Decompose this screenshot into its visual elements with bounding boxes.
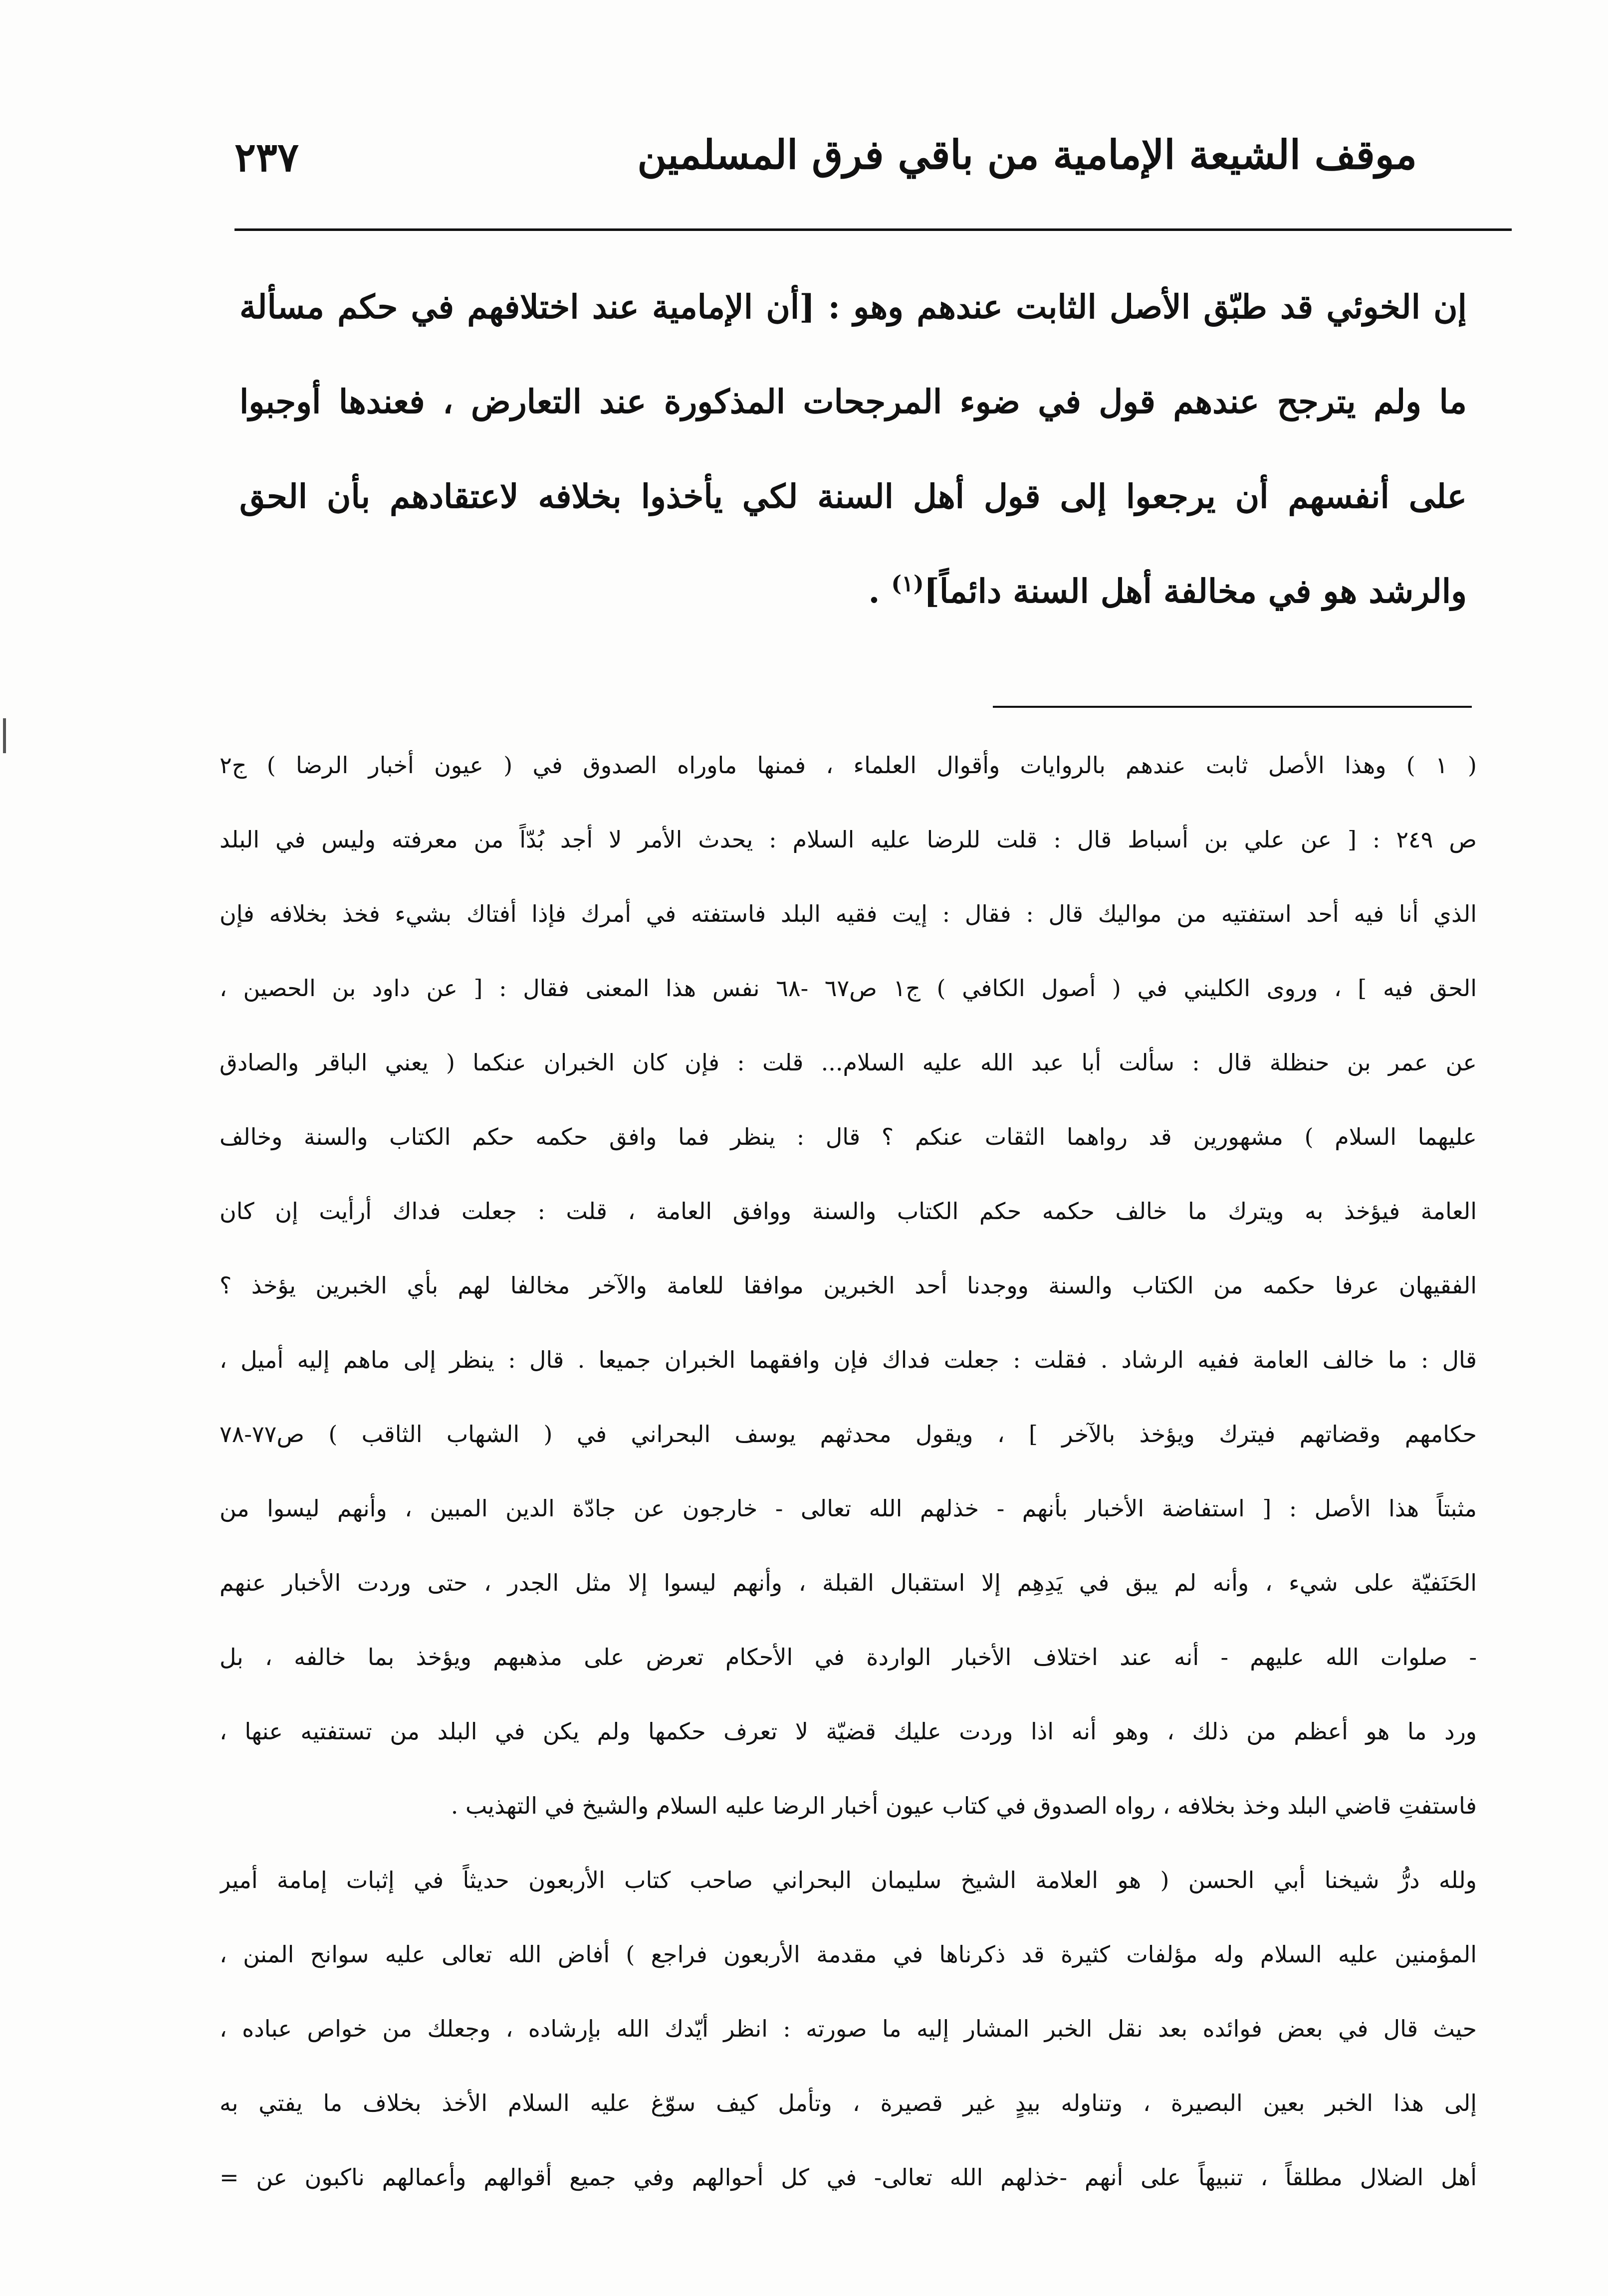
main-line-text: والرشد هو في مخالفة أهل السنة دائماً] <box>923 572 1467 611</box>
footnote-block <box>220 728 1477 2215</box>
footnote-reference: (١) <box>891 571 924 597</box>
footnote-line: عن عمر بن حنظلة قال : سألت أبا عبد الله عليه السلام... قلت : فإن كان الخبران عنكما ( يعني الباقر والصادق <box>220 1049 1477 1076</box>
running-title: موقف الشيعة الإمامية من باقي فرق المسلمين <box>637 131 1417 178</box>
footnote-line: حيث قال في بعض فوائده بعد نقل الخبر المشار إليه ما صورته : انظر أيّدك الله بإرشاده ، وجعلك من خواص عباده ، <box>220 2015 1477 2042</box>
main-line-last <box>239 544 1467 638</box>
end-punctuation: . <box>868 572 892 611</box>
footnote-line: حكامهم وقضاتهم فيترك ويؤخذ بالآخر ] ، ويقول محدثهم يوسف البحراني في ( الشهاب الثاقب ) ص٧٧-٧٨ <box>220 1421 1477 1448</box>
main-line: إن الخوئي قد طبّق الأصل الثابت عندهم وهو : [أن الإمامية عند اختلافهم في حكم مسألة <box>239 287 1467 326</box>
page-number: ٢٣٧ <box>234 134 299 181</box>
footnote-line: الحَنَفيّة على شيء ، وأنه لم يبق في يَدِهِم إلا استقبال القبلة ، وأنهم ليسوا إلا مثل الجدر ، حتى وردت الأخبار عنهم <box>220 1569 1477 1596</box>
footnote-line: عليهما السلام ) مشهورين قد رواهما الثقات عنكم ؟ قال : ينظر فما وافق حكمه حكم الكتاب والسنة وخالف <box>220 1123 1477 1150</box>
footnote-line: العامة فيؤخذ به ويترك ما خالف حكمه حكم الكتاب والسنة ووافق العامة ، قلت : جعلت فداك أرأيت إن كان <box>220 1198 1477 1225</box>
footnote-line: ص ٢٤٩ : [ عن علي بن أسباط قال : قلت للرضا عليه السلام : يحدث الأمر لا أجد بُدّاً من معرفته وليس في البلد <box>220 826 1477 853</box>
main-line: ما ولم يترجح عندهم قول في ضوء المرجحات المذكورة عند التعارض ، فعندها أوجبوا <box>239 382 1467 421</box>
scan-edge-mark <box>3 718 6 753</box>
footnote-divider <box>993 706 1472 708</box>
footnote-line: الحق فيه ] ، وروى الكليني في ( أصول الكافي ) ج١ ص٦٧ -٦٨ نفس هذا المعنى فقال : [ عن داود بن الحصين ، <box>220 975 1477 1002</box>
header-divider <box>234 228 1512 231</box>
main-line: على أنفسهم أن يرجعوا إلى قول أهل السنة لكي يأخذوا بخلافه لاعتقادهم بأن الحق <box>239 477 1467 516</box>
footnote-line: - صلوات الله عليهم - أنه عند اختلاف الأخبار الواردة في الأحكام تعرض على مذهبهم ويؤخذ بما خالفه ، بل <box>220 1644 1477 1670</box>
footnote-line: فاستفتِ قاضي البلد وخذ بخلافه ، رواه الصدوق في كتاب عيون أخبار الرضا عليه السلام والشيخ في التهذيب . <box>451 1792 1477 1819</box>
footnote-line: ( ١ ) وهذا الأصل ثابت عندهم بالروايات وأقوال العلماء ، فمنها ماوراه الصدوق في ( عيون أخبار الرضا ) ج٢ <box>220 752 1477 779</box>
footnote-line: إلى هذا الخبر بعين البصيرة ، وتناوله بيدٍ غير قصيرة ، وتأمل كيف سوّغ عليه السلام الأخذ بخلاف ما يفتي به <box>220 2089 1477 2116</box>
footnote-line: قال : ما خالف العامة ففيه الرشاد . فقلت : جعلت فداك فإن وافقهما الخبران جميعا . قال : ينظر إلى ماهم إليه أميل ، <box>220 1346 1477 1373</box>
footnote-line: أهل الضلال مطلقاً ، تنبيهاً على أنهم -خذلهم الله تعالى- في كل أحوالهم وفي جميع أقوالهم وأعمالهم ناكبون عن = <box>220 2164 1477 2191</box>
footnote-line: ولله درُّ شيخنا أبي الحسن ( هو العلامة الشيخ سليمان البحراني صاحب كتاب الأربعون حديثاً في إثبات إمامة أمير <box>220 1867 1477 1893</box>
footnote-line: الذي أنا فيه أحد استفتيه من مواليك قال : فقال : إيت فقيه البلد فاستفته في أمرك فإذا أفتاك بشيء فخذ بخلافه فإن <box>220 900 1477 927</box>
footnote-line: المؤمنين عليه السلام وله مؤلفات كثيرة قد ذكرناها في مقدمة الأربعون فراجع ) أفاض الله تعالى عليه سوانح المنن ، <box>220 1941 1477 1968</box>
footnote-line: مثبتاً هذا الأصل : [ استفاضة الأخبار بأنهم - خذلهم الله تعالى - خارجون عن جادّة الدين المبين ، وأنهم ليسوا من <box>220 1495 1477 1522</box>
main-paragraph <box>239 259 1467 638</box>
footnote-line: ورد ما هو أعظم من ذلك ، وهو أنه اذا وردت عليك قضيّة لا تعرف حكمها ولم يكن في البلد من تستفتيه عنها ، <box>220 1718 1477 1745</box>
footnote-line: الفقيهان عرفا حكمه من الكتاب والسنة ووجدنا أحد الخبرين موافقا للعامة والآخر مخالفا لهم بأي الخبرين يؤخذ ؟ <box>220 1272 1477 1299</box>
page-header <box>234 125 1417 209</box>
